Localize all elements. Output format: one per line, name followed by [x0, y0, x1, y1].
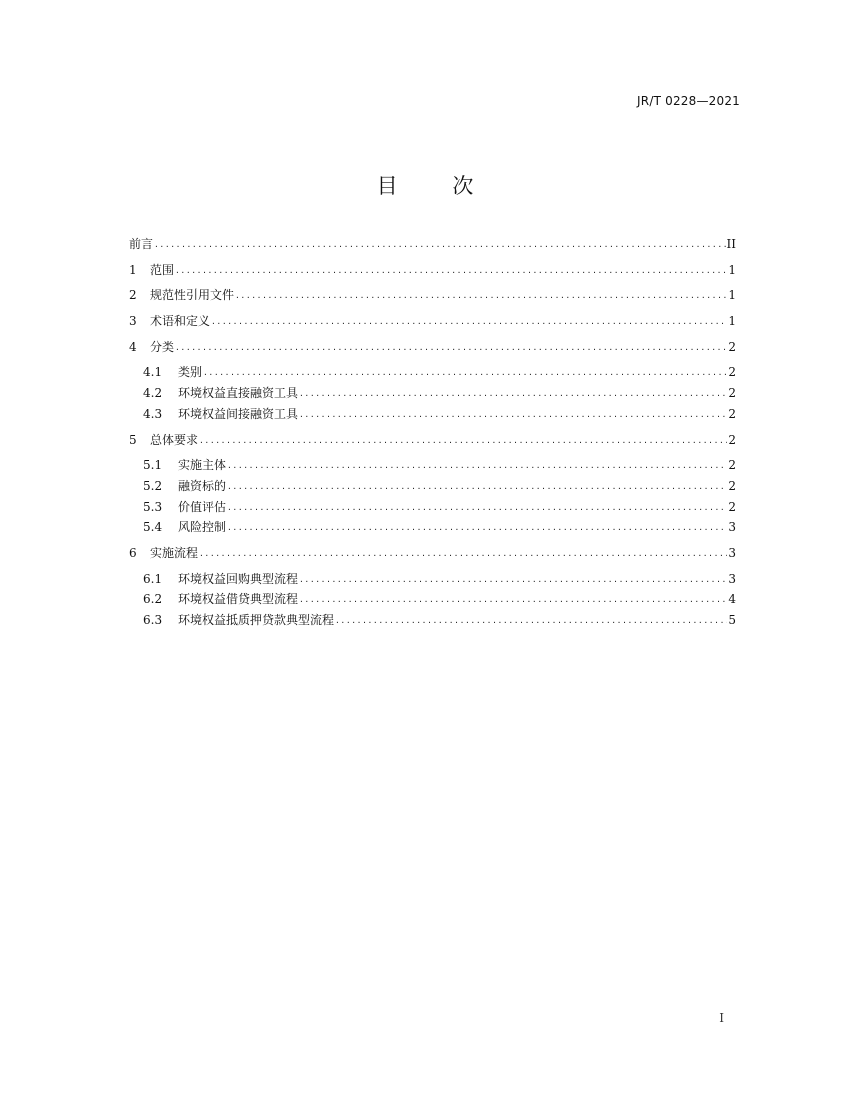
- toc-entry-6-3[interactable]: [129, 611, 736, 632]
- toc-leader-dots: [175, 266, 727, 275]
- toc-leader-dots: [199, 436, 727, 445]
- toc-entry-number: 3: [129, 314, 137, 329]
- toc-leader-dots: [199, 549, 727, 558]
- toc-entry-text: 实施主体: [178, 458, 227, 473]
- toc-entry-4-2[interactable]: [129, 384, 736, 405]
- toc-leader-dots: [299, 595, 727, 604]
- page-title-char-1: 目: [376, 174, 398, 198]
- toc-entry-number: 6: [129, 545, 137, 560]
- toc-entry-text: 实施流程: [150, 545, 199, 560]
- toc-entry-number: 5.1: [143, 458, 163, 473]
- toc-entry-number: 6.1: [143, 571, 163, 586]
- toc-entry-1[interactable]: [129, 261, 736, 282]
- toc-entry-number: 6.2: [143, 592, 163, 607]
- toc-leader-dots: [227, 523, 727, 532]
- toc-leader-dots: [211, 317, 727, 326]
- toc-entry-number: 4.3: [143, 406, 163, 421]
- toc-leader-dots: [227, 482, 727, 491]
- toc-entry-page: 2: [728, 458, 736, 473]
- toc-leader-dots: [227, 461, 727, 470]
- toc-entry-4[interactable]: [129, 338, 736, 359]
- toc-entry-number: 5.3: [143, 499, 163, 514]
- toc-leader-dots: [299, 389, 727, 398]
- page-title-char-2: 次: [452, 174, 474, 198]
- toc-entry-page: 2: [728, 432, 736, 447]
- toc-entry-text: 环境权益借贷典型流程: [178, 592, 299, 607]
- toc-entry-text: 术语和定义: [150, 314, 211, 329]
- toc-entry-page: 2: [728, 386, 736, 401]
- toc-entry-number: 1: [129, 262, 137, 277]
- toc-entry-5-1[interactable]: [129, 456, 736, 477]
- page-number-footer: I: [719, 1011, 724, 1025]
- toc-entry-page: 2: [728, 406, 736, 421]
- toc-entry-text: 总体要求: [150, 432, 199, 447]
- toc-entry-page: 3: [728, 545, 736, 560]
- toc-entry-text: 价值评估: [178, 499, 227, 514]
- toc-leader-dots: [227, 503, 727, 512]
- toc-leader-dots: [299, 575, 727, 584]
- toc-entry-page: 1: [728, 314, 736, 329]
- toc-entry-page: 2: [728, 499, 736, 514]
- toc-entry-page: II: [726, 237, 736, 251]
- toc-entry-text: 类别: [178, 365, 203, 380]
- toc-entry-text: 范围: [150, 262, 175, 277]
- toc-entry-number: 4.1: [143, 365, 163, 380]
- toc-entry-page: 2: [728, 339, 736, 354]
- toc-entry-page: 1: [728, 288, 736, 303]
- table-of-contents: [129, 235, 736, 632]
- toc-entry-number: 5: [129, 432, 137, 447]
- toc-entry-page: 5: [728, 613, 736, 627]
- toc-entry-page: 3: [728, 571, 736, 586]
- toc-entry-5-2[interactable]: [129, 477, 736, 498]
- document-code: JR/T 0228—2021: [637, 94, 740, 108]
- toc-entry-number: 2: [129, 288, 137, 303]
- toc-entry-text: 风险控制: [178, 520, 227, 535]
- toc-entry-4-3[interactable]: [129, 405, 736, 426]
- toc-entry-6-2[interactable]: [129, 590, 736, 611]
- toc-leader-dots: [154, 240, 726, 249]
- page-title: [0, 170, 850, 200]
- toc-entry-text: 环境权益抵质押贷款典型流程: [178, 613, 335, 627]
- toc-entry-text: 规范性引用文件: [150, 288, 235, 303]
- toc-leader-dots: [335, 616, 727, 625]
- toc-entry-4-1[interactable]: [129, 363, 736, 384]
- toc-entry-text: 融资标的: [178, 478, 227, 493]
- toc-entry-number: 6.3: [143, 613, 163, 627]
- toc-leader-dots: [175, 343, 727, 352]
- toc-entry-number: 5.2: [143, 478, 163, 493]
- toc-entry-page: 3: [728, 520, 736, 535]
- toc-entry-page: 4: [728, 592, 736, 607]
- toc-entry-5[interactable]: [129, 431, 736, 452]
- toc-entry-6[interactable]: [129, 544, 736, 565]
- toc-entry-5-3[interactable]: [129, 498, 736, 519]
- toc-leader-dots: [299, 410, 727, 419]
- toc-leader-dots: [235, 291, 727, 300]
- toc-entry-number: 5.4: [143, 520, 163, 535]
- toc-entry-number: 4: [129, 339, 137, 354]
- toc-entry-text: 分类: [150, 339, 175, 354]
- toc-entry-2[interactable]: [129, 286, 736, 307]
- toc-entry-text: 环境权益回购典型流程: [178, 571, 299, 586]
- toc-entry-foreword[interactable]: [129, 235, 736, 256]
- toc-entry-page: 2: [728, 478, 736, 493]
- toc-leader-dots: [203, 368, 727, 377]
- toc-entry-number: 4.2: [143, 386, 163, 401]
- toc-entry-3[interactable]: [129, 312, 736, 333]
- toc-entry-page: 2: [728, 365, 736, 380]
- toc-entry-text: 环境权益直接融资工具: [178, 386, 299, 401]
- toc-entry-text: 前言: [129, 237, 154, 251]
- toc-entry-5-4[interactable]: [129, 518, 736, 539]
- toc-entry-text: 环境权益间接融资工具: [178, 406, 299, 421]
- toc-entry-6-1[interactable]: [129, 570, 736, 591]
- toc-entry-page: 1: [728, 262, 736, 277]
